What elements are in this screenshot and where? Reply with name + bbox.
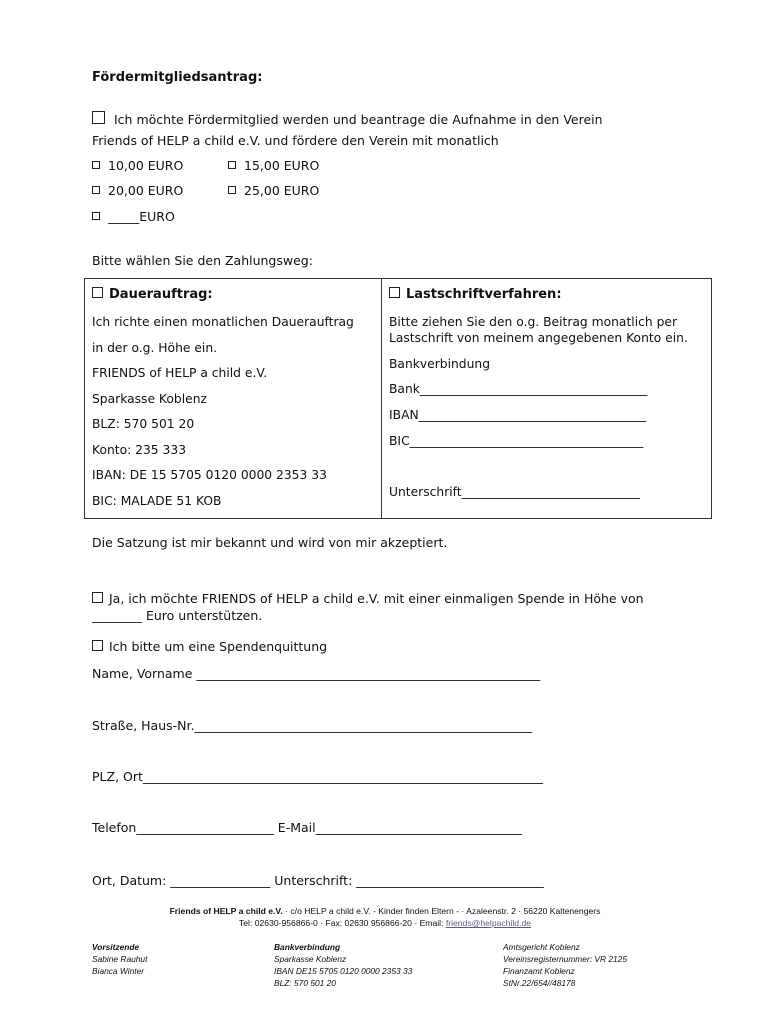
footer-contact: Tel: 02630-956866-0 · Fax: 02630 956866-20 · Email: <box>238 918 446 928</box>
city-field[interactable]: PLZ, Ort________________________________________________________________ <box>92 769 543 784</box>
amount-label: 20,00 EURO <box>108 183 184 198</box>
standing-order-line: BIC: MALADE 51 KOB <box>92 494 222 508</box>
standing-order-line: FRIENDS of HELP a child e.V. <box>92 366 268 380</box>
direct-debit-checkbox[interactable] <box>389 287 400 298</box>
footer-org-name: Friends of HELP a child e.V. <box>169 906 283 916</box>
payment-prompt: Bitte wählen Sie den Zahlungsweg: <box>92 253 313 268</box>
footer-bank-iban: IBAN DE15 5705 0120 0000 2353 33 <box>274 966 413 976</box>
footer-bank-column <box>274 941 412 989</box>
amount-label: 25,00 EURO <box>244 183 320 198</box>
phone-email-field[interactable]: Telefon______________________ E-Mail_________________________________ <box>92 820 522 835</box>
table-divider <box>381 279 382 518</box>
donation-text: Ja, ich möchte FRIENDS of HELP a child e.V. mit einer einmaligen Spende in Höhe von <box>109 591 644 606</box>
footer-contact-line <box>0 918 770 928</box>
amount-label: 15,00 EURO <box>244 158 320 173</box>
bank-connection-label: Bankverbindung <box>389 357 490 371</box>
direct-debit-text-1: Bitte ziehen Sie den o.g. Beitrag monatlich per <box>389 315 677 329</box>
footer-tax-number: StNr.22/654//48178 <box>503 978 576 988</box>
debit-signature-field[interactable]: Unterschrift_____________________________ <box>389 485 640 499</box>
standing-order-line: Ich richte einen monatlichen Dauerauftrag <box>92 315 354 329</box>
form-title: Fördermitgliedsantrag: <box>92 70 263 85</box>
footer-board-member: Bianca Winter <box>92 966 145 976</box>
amount-option-20 <box>92 183 183 198</box>
amount-checkbox-10[interactable] <box>92 161 100 169</box>
donation-amount-field[interactable]: ________ Euro unterstützen. <box>92 608 263 623</box>
footer-bank-name: Sparkasse Koblenz <box>274 954 347 964</box>
amount-checkbox-custom[interactable] <box>92 212 100 220</box>
footer-email-link[interactable]: friends@helpachild.de <box>445 918 532 928</box>
receipt-row <box>92 639 327 654</box>
footer-court: Amtsgericht Koblenz <box>503 942 580 952</box>
receipt-text: Ich bitte um eine Spendenquittung <box>109 639 328 654</box>
intro-line-1: Ich möchte Fördermitglied werden und beantrage die Aufnahme in den Verein <box>114 112 603 127</box>
footer-register-column <box>503 941 627 989</box>
date-signature-field[interactable]: Ort, Datum: ________________ Unterschrift: ______________________________ <box>92 873 544 888</box>
direct-debit-heading-row <box>389 287 562 302</box>
statute-acceptance: Die Satzung ist mir bekannt und wird von mir akzeptiert. <box>92 535 448 550</box>
amount-option-custom <box>92 209 175 224</box>
amount-checkbox-20[interactable] <box>92 186 100 194</box>
street-field[interactable]: Straße, Haus-Nr.______________________________________________________ <box>92 718 532 733</box>
iban-field[interactable]: IBAN_____________________________________ <box>389 408 647 422</box>
direct-debit-text-2: Lastschrift von meinem angegebenen Konto ein. <box>389 331 688 345</box>
bic-field[interactable]: BIC______________________________________ <box>389 434 644 448</box>
amount-option-10 <box>92 158 183 173</box>
donation-row <box>92 591 644 606</box>
amount-checkbox-25[interactable] <box>228 186 236 194</box>
footer-org-address: · c/o HELP a child e.V. - Kinder finden Eltern - · Azaleenstr. 2 · 56220 Kaltenengers <box>282 906 601 916</box>
bank-field[interactable]: Bank_____________________________________ <box>389 382 648 396</box>
footer-tax-office: Finanzamt Koblenz <box>503 966 575 976</box>
amount-option-15 <box>228 158 319 173</box>
footer-bank-blz: BLZ: 570 501 20 <box>274 978 336 988</box>
footer-board-column <box>92 941 147 977</box>
standing-order-line: BLZ: 570 501 20 <box>92 417 195 431</box>
amount-option-25 <box>228 183 319 198</box>
footer-register-number: Vereinsregisternummer: VR 2125 <box>503 954 627 964</box>
footer-org-line <box>0 906 770 916</box>
footer-bank-heading: Bankverbindung <box>274 942 341 952</box>
footer-board-heading: Vorsitzende <box>92 942 140 952</box>
receipt-checkbox[interactable] <box>92 640 103 651</box>
standing-order-heading: Dauerauftrag: <box>109 287 213 302</box>
direct-debit-heading: Lastschriftverfahren: <box>406 287 562 302</box>
membership-checkbox[interactable] <box>92 111 105 124</box>
amount-label: _____EURO <box>108 209 175 224</box>
name-field[interactable]: Name, Vorname _______________________________________________________ <box>92 666 541 681</box>
footer-board-member: Sabine Rauhut <box>92 954 148 964</box>
amount-checkbox-15[interactable] <box>228 161 236 169</box>
standing-order-line: IBAN: DE 15 5705 0120 0000 2353 33 <box>92 468 327 482</box>
intro-line-2: Friends of HELP a child e.V. und fördere den Verein mit monatlich <box>92 133 499 148</box>
membership-checkbox-row <box>92 111 603 127</box>
amount-label: 10,00 EURO <box>108 158 184 173</box>
standing-order-line: in der o.g. Höhe ein. <box>92 341 218 355</box>
donation-checkbox[interactable] <box>92 592 103 603</box>
standing-order-heading-row <box>92 287 213 302</box>
standing-order-line: Sparkasse Koblenz <box>92 392 207 406</box>
standing-order-line: Konto: 235 333 <box>92 443 187 457</box>
payment-method-table <box>84 278 712 519</box>
standing-order-checkbox[interactable] <box>92 287 103 298</box>
